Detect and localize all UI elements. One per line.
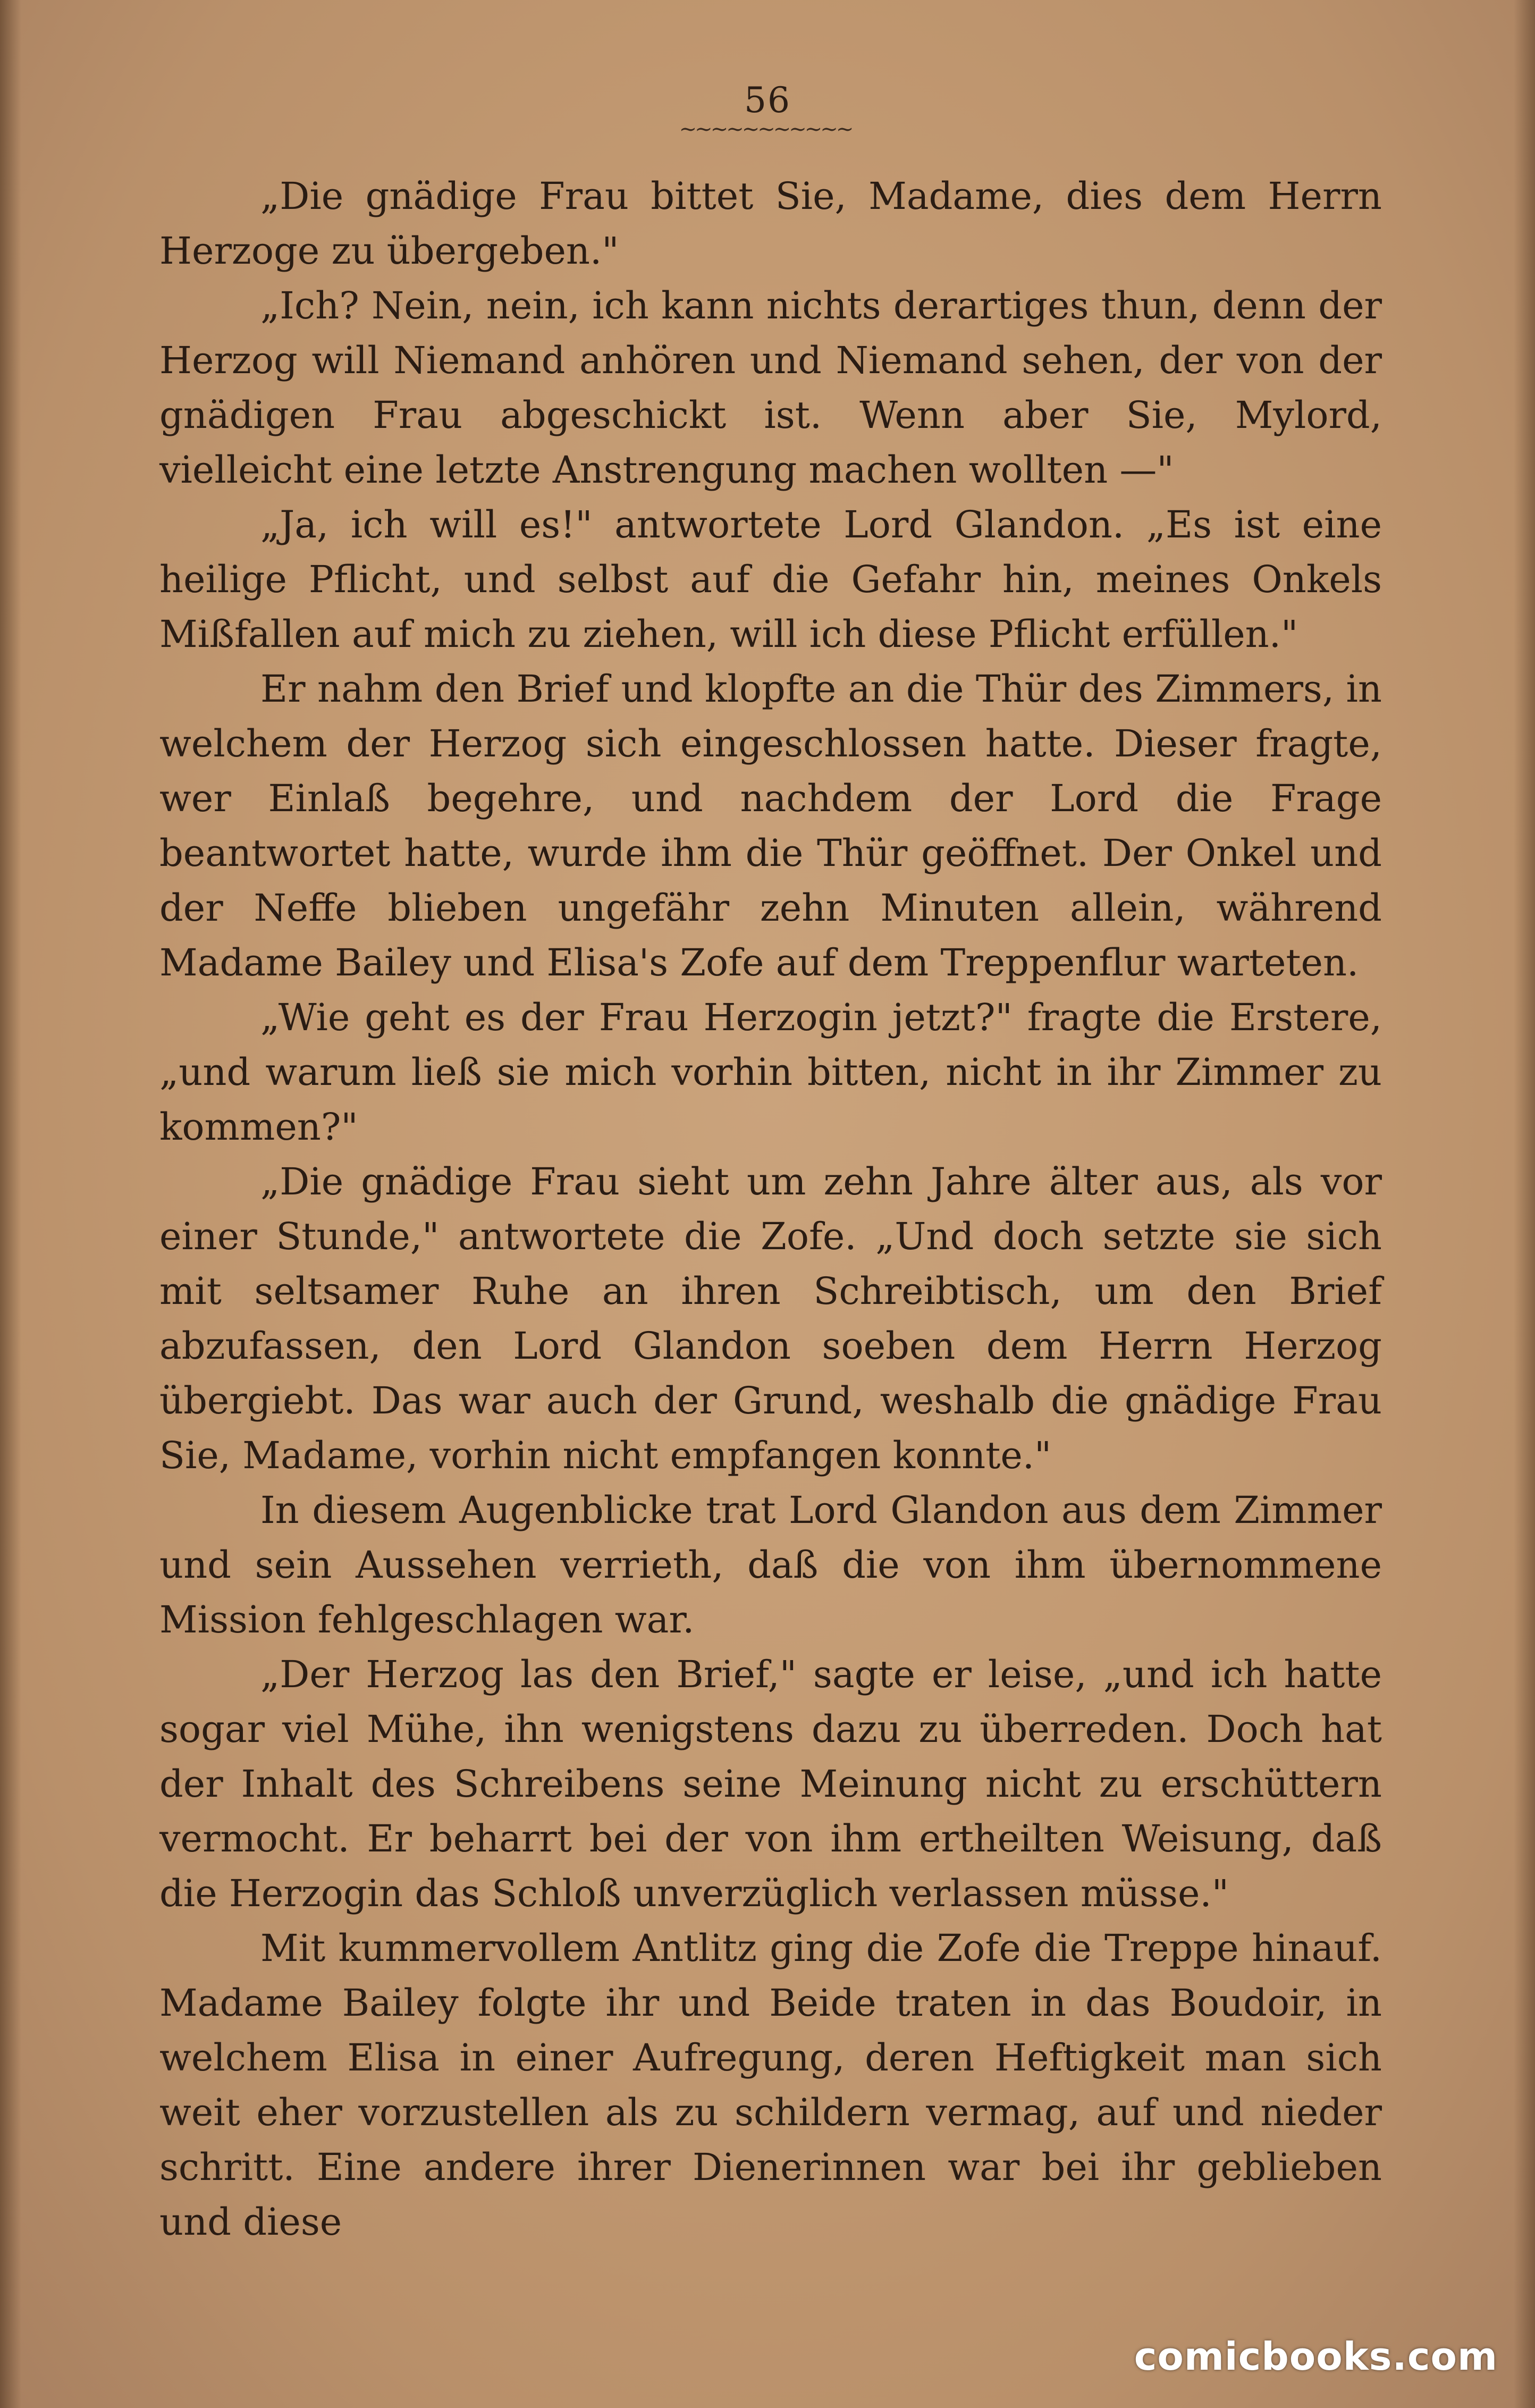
paragraph: „Ich? Nein, nein, ich kann nichts derartiges thun, denn der Herzog will Niemand anhören und Niemand sehen, der von der gnädigen Frau abgeschickt ist. Wenn aber Sie, Mylord, vielleicht eine letzte Anstrengung machen wollten —" — [159, 284, 1382, 492]
paragraph: „Wie geht es der Frau Herzogin jetzt?" fragte die Erstere, „und warum ließ sie mich vorhin bitten, nicht in ihr Zimmer zu kommen?" — [159, 996, 1382, 1149]
page-text — [159, 169, 1382, 2250]
paragraph: „Die gnädige Frau sieht um zehn Jahre älter aus, als vor einer Stunde," antwortete die Zofe. „Und doch setzte sie sich mit seltsamer Ruhe an ihren Schreibtisch, um den Brief abzufassen, den Lord Glandon soeben dem Herrn Herzog übergiebt. Das war auch der Grund, weshalb die gnädige Frau Sie, Madame, vorhin nicht empfangen konnte." — [159, 1160, 1382, 1477]
decorative-rule: ~~~~~~~~~~~ — [679, 121, 852, 137]
paragraph: Mit kummervollem Antlitz ging die Zofe die Treppe hinauf. Madame Bailey folgte ihr und Beide traten in das Boudoir, in welchem Elisa in einer Aufregung, deren Heftigkeit man sich weit eher vorzustellen als zu schildern vermag, auf und nieder schritt. Eine andere ihrer Dienerinnen war bei ihr geblieben und diese — [159, 1926, 1382, 2244]
watermark: comicbooks.com — [1134, 2334, 1498, 2379]
page-edge-shadow-right — [1514, 0, 1535, 2408]
page-number: 56 — [744, 80, 791, 121]
paragraph: „Der Herzog las den Brief," sagte er leise, „und ich hatte sogar viel Mühe, ihn wenigstens dazu zu überreden. Doch hat der Inhalt des Schreibens seine Meinung nicht zu erschüttern vermocht. Er beharrt bei der von ihm ertheilten Weisung, daß die Herzogin das Schloß unverzüglich verlassen müsse." — [159, 1653, 1382, 1915]
paragraph: In diesem Augenblicke trat Lord Glandon aus dem Zimmer und sein Aussehen verrieth, daß die von ihm übernommene Mission fehlgeschlagen war. — [159, 1488, 1382, 1641]
paragraph: „Die gnädige Frau bittet Sie, Madame, dies dem Herrn Herzoge zu übergeben." — [159, 174, 1382, 273]
paragraph: Er nahm den Brief und klopfte an die Thür des Zimmers, in welchem der Herzog sich eingeschlossen hatte. Dieser fragte, wer Einlaß begehre, und nachdem der Lord die Frage beantwortet hatte, wurde ihm die Thür geöffnet. Der Onkel und der Neffe blieben ungefähr zehn Minuten allein, während Madame Bailey und Elisa's Zofe auf dem Treppenflur warteten. — [159, 667, 1382, 984]
page-edge-shadow-left — [0, 0, 21, 2408]
paragraph: „Ja, ich will es!" antwortete Lord Glandon. „Es ist eine heilige Pflicht, und selbst auf die Gefahr hin, meines Onkels Mißfallen auf mich zu ziehen, will ich diese Pflicht erfüllen." — [159, 503, 1382, 656]
